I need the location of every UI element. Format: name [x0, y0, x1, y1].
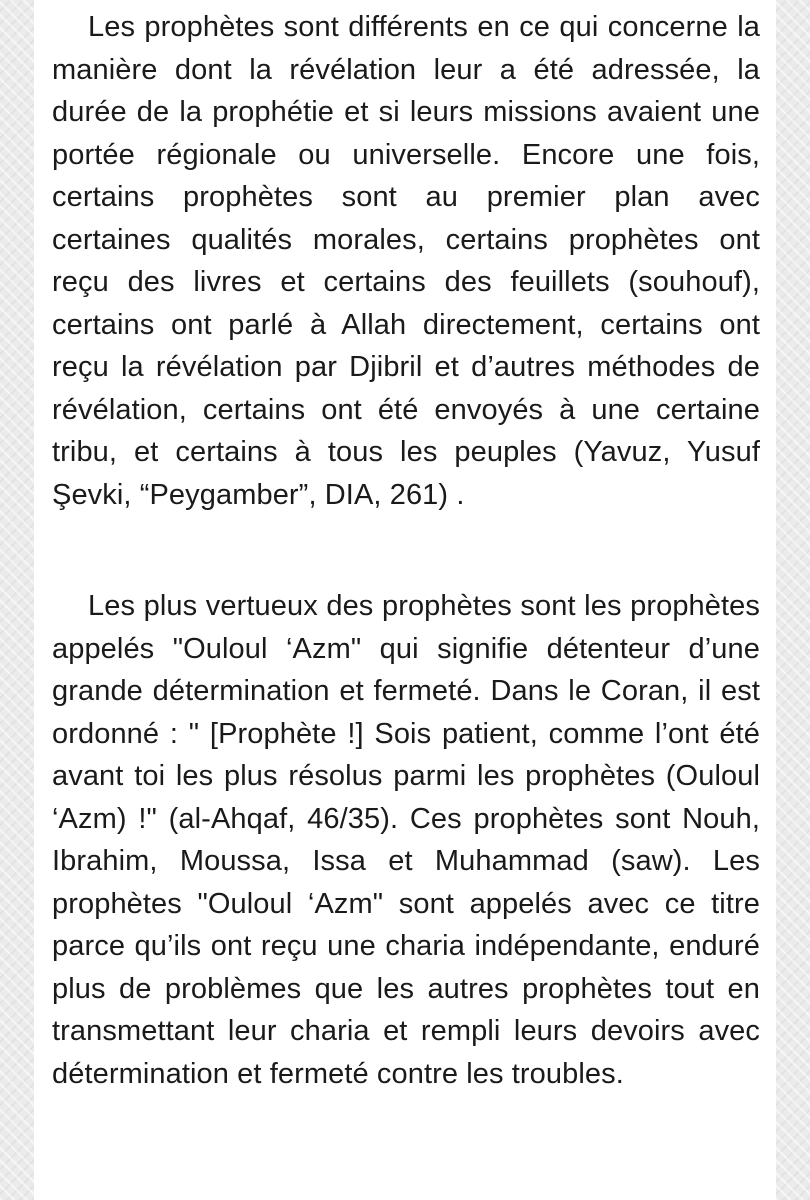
paragraph: Les plus vertueux des prophètes sont les prophètes appelés "Ouloul ‘Azm" qui signifie détenteur d’une grande détermination et fermeté. Dans le Coran, il est ordonné : " [Prophète !] Sois patient, comme l’ont été avant toi les plus résolus parmi les prophètes (Ouloul ‘Azm) !" (al-Ahqaf, 46/35). Ces prophètes sont Nouh, Ibrahim, Moussa, Issa et Muhammad (saw). Les prophètes "Ouloul ‘Azm" sont appelés avec ce titre parce qu’ils ont reçu une charia indépendante, enduré plus de problèmes que les autres prophètes tout en transmettant leur charia et rempli leurs devoirs avec détermination et fermeté contre les troubles.	[52, 590, 760, 1090]
document-page	[34, 0, 776, 1200]
paragraph: Les prophètes sont différents en ce qui concerne la manière dont la révélation leur a été adressée, la durée de la prophétie et si leurs missions avaient une portée régionale ou universelle. Encore une fois, certains prophètes sont au premier plan avec certaines qualités morales, certains prophètes ont reçu des livres et certains des feuillets (souhouf), certains ont parlé à Allah directement, certains ont reçu la révélation par Djibril et d’autres méthodes de révélation, certains ont été envoyés à une certaine tribu, et certains à tous les peuples (Yavuz, Yusuf Şevki, “Peygamber”, DIA, 261) .	[52, 11, 760, 511]
decorative-border-right	[776, 0, 810, 1200]
decorative-border-left	[0, 0, 34, 1200]
